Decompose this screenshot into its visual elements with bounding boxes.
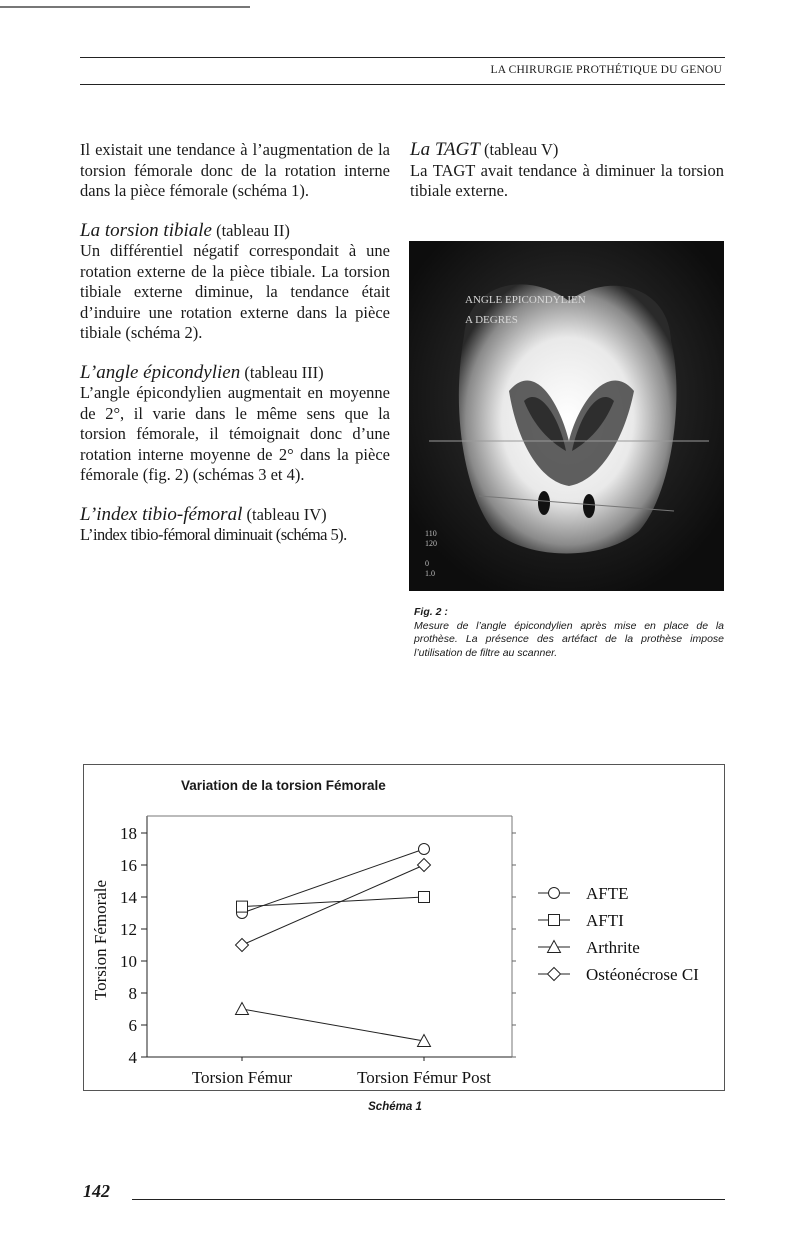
right-column	[410, 140, 724, 202]
section-heading-angle-epicondylien: L’angle épicondylien (tableau III)	[80, 361, 324, 383]
y-tick-label: 4	[128, 1048, 137, 1067]
chart-title: Variation de la torsion Fémorale	[181, 778, 386, 793]
scan-overlay-line2: A DEGRES	[465, 314, 518, 326]
left-column	[80, 140, 390, 546]
section-body-tagt: La TAGT avait tendance à diminuer la torsion tibiale externe.	[410, 160, 724, 200]
scan-overlay-line1: ANGLE EPICONDYLIEN	[465, 294, 586, 306]
chart-frame	[83, 764, 725, 1091]
scan-scale-label: 120	[425, 539, 437, 548]
legend-label: Ostéonécrose CI	[586, 965, 699, 984]
schema-caption: Schéma 1	[368, 1101, 422, 1113]
y-tick-label: 12	[120, 920, 137, 939]
legend-label: Arthrite	[586, 938, 640, 957]
top-page-rule	[0, 6, 250, 8]
section-heading-index-tibio-femoral: L’index tibio-fémoral (tableau IV)	[80, 503, 327, 525]
section-heading-tagt: La TAGT (tableau V)	[410, 139, 559, 160]
x-tick-label: Torsion Fémur Post	[357, 1068, 491, 1087]
figure-label: Fig. 2 :	[414, 606, 448, 618]
ct-scan-image	[409, 241, 724, 591]
scan-scale-label: 110	[425, 529, 437, 538]
legend-label: AFTI	[586, 911, 624, 930]
section-body-index-tibio-femoral: L’index tibio-fémoral diminuait (schéma 5).	[80, 525, 347, 544]
section-body-torsion-tibiale: Un différentiel négatif correspondait à une rotation externe de la pièce tibiale. La torsion tibiale externe diminue, la tendance était d’induire une rotation externe dans la pièce tibiale (schéma 2).	[80, 241, 390, 342]
figure-caption	[414, 606, 724, 660]
page-number: 142	[83, 1181, 110, 1201]
figure-caption-text: Mesure de l’angle épicondylien après mise en place de la prothèse. La présence des artéfact de la prothèse impose l’utilisation de filtre au scanner.	[414, 619, 724, 659]
section-heading-torsion-tibiale: La torsion tibiale (tableau II)	[80, 219, 290, 241]
y-tick-label: 10	[120, 952, 137, 971]
y-tick-label: 8	[128, 984, 137, 1003]
section-body-angle-epicondylien: L’angle épicondylien augmentait en moyenne de 2°, il varie dans le même sens que la torsion fémorale, il témoignait donc d’une rotation interne moyenne de 2° dans la pièce fémorale (fig. 2) (schémas 3 et 4).	[80, 383, 390, 484]
footer-rule	[132, 1199, 725, 1200]
running-title: LA CHIRURGIE PROTHÉTIQUE DU GENOU	[490, 64, 722, 76]
y-axis-label: Torsion Fémorale	[91, 879, 110, 1001]
scan-scale-label: 1.0	[425, 569, 435, 578]
x-tick-label: Torsion Fémur	[191, 1068, 293, 1087]
ct-scan-drawing	[409, 241, 724, 591]
y-tick-label: 16	[120, 856, 137, 875]
legend-label: AFTE	[586, 884, 629, 903]
header-rule-top	[80, 57, 725, 58]
y-tick-label: 18	[120, 824, 137, 843]
intro-paragraph: Il existait une tendance à l’augmentation de la torsion fémorale donc de la rotation interne dans la pièce fémorale (schéma 1).	[80, 140, 390, 200]
y-tick-label: 14	[120, 888, 137, 907]
y-tick-label: 6	[128, 1016, 137, 1035]
scan-scale-label: 0	[425, 559, 429, 568]
header-rule-bottom	[80, 84, 725, 85]
